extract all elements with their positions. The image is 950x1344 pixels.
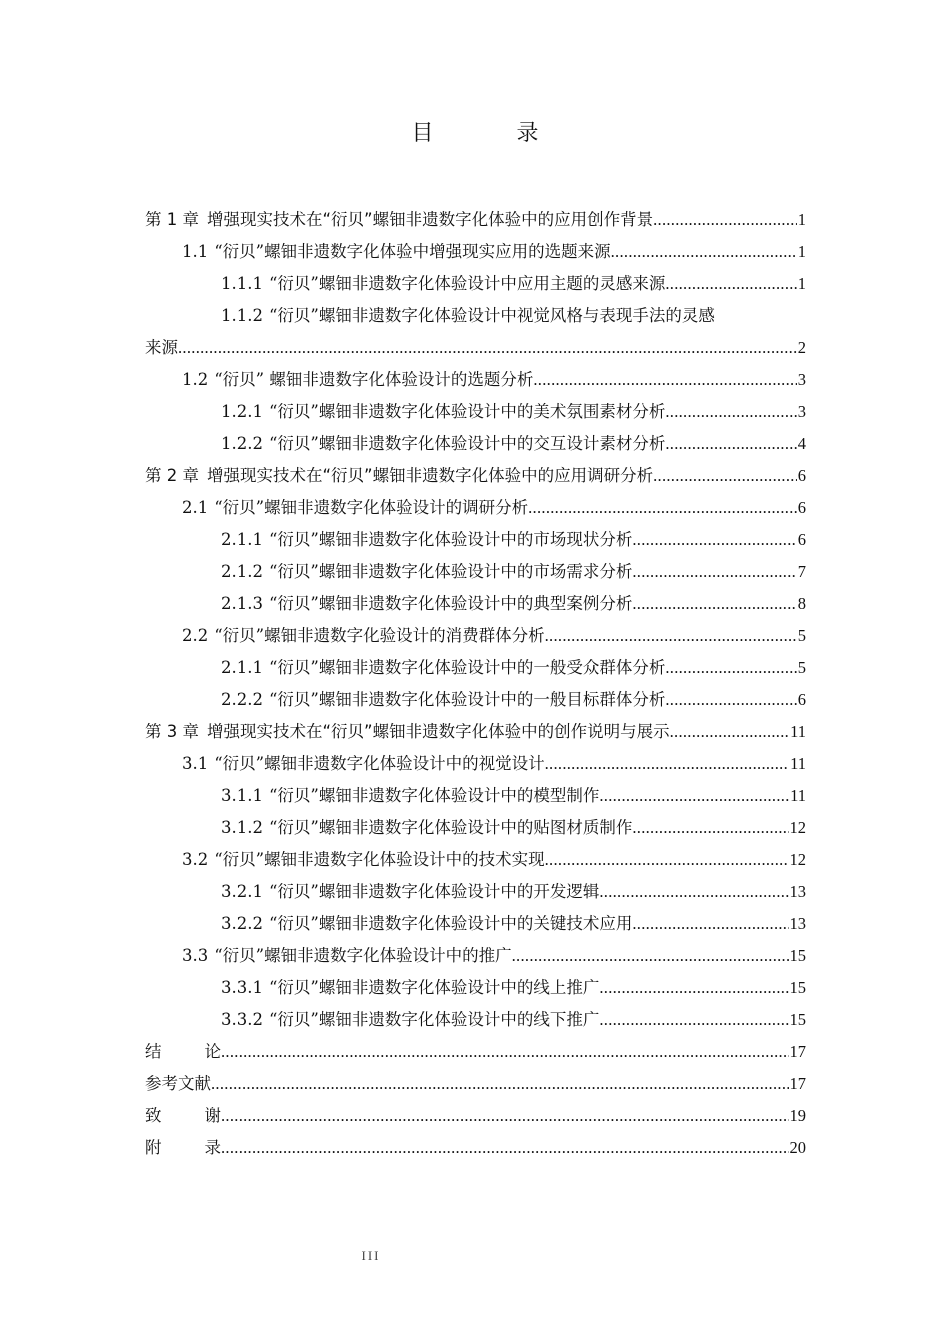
toc-entry-title: “衍贝”螺钿非遗数字化体验设计中的典型案例分析 xyxy=(268,594,633,613)
toc-entry-title: “衍贝”螺钿非遗数字化体验设计中的关键技术应用 xyxy=(268,914,633,933)
dot-leader xyxy=(545,844,789,876)
toc-entry-title: “衍贝”螺钿非遗数字化体验设计中的一般目标群体分析 xyxy=(268,690,666,709)
toc-entry-page: 11 xyxy=(790,786,806,805)
toc-entry-title xyxy=(145,1036,221,1068)
dot-leader xyxy=(533,364,796,396)
toc-entry-chapter[interactable] xyxy=(145,460,806,492)
toc-entry-title: “衍贝”螺钿非遗数字化体验设计中的市场现状分析 xyxy=(268,530,633,549)
dot-leader xyxy=(632,524,796,556)
toc-entry-number: 1.1.2 xyxy=(221,306,263,325)
toc-entry-page: 1 xyxy=(797,210,806,229)
toc-entry-title: “衍贝”螺钿非遗数字化体验设计中的市场需求分析 xyxy=(268,562,633,581)
toc-entry-page: 11 xyxy=(790,722,806,741)
toc-entry-l3[interactable] xyxy=(145,812,806,844)
toc-entry-title: “衍贝”螺钿非遗数字化体验设计中的推广 xyxy=(214,946,512,965)
dot-leader xyxy=(178,332,797,364)
dot-leader xyxy=(653,460,797,492)
dot-leader xyxy=(528,492,797,524)
toc-entry-page: 7 xyxy=(797,562,806,581)
title-char: 谢 xyxy=(204,1106,221,1125)
dot-leader xyxy=(665,396,796,428)
toc-entry-number: 1.2 xyxy=(182,370,209,389)
toc-entry-chapter[interactable] xyxy=(145,204,806,236)
toc-entry-page: 19 xyxy=(789,1106,806,1125)
toc-entry-title: “衍贝”螺钿非遗数字化体验设计中的线下推广 xyxy=(268,1010,600,1029)
toc-entry-number: 3.3 xyxy=(182,946,209,965)
toc-entry-title: “衍贝”螺钿非遗数字化体验中增强现实应用的选题来源 xyxy=(214,242,611,261)
toc-back-matter-entry[interactable] xyxy=(145,1068,806,1100)
toc-entry-title xyxy=(145,1132,221,1164)
toc-entry-l3[interactable] xyxy=(145,780,806,812)
toc-entry-page: 17 xyxy=(789,1074,806,1093)
dot-leader xyxy=(599,972,788,1004)
toc-entry-l3[interactable] xyxy=(145,876,806,908)
toc-entry-l3[interactable] xyxy=(145,556,806,588)
dot-leader xyxy=(632,908,788,940)
toc-entry-title: 增强现实技术在“衍贝”螺钿非遗数字化体验中的应用调研分析 xyxy=(207,466,654,485)
toc-entry-title: “衍贝”螺钿非遗数字化体验设计中的视觉设计 xyxy=(214,754,545,773)
toc-entry-title: “衍贝”螺钿非遗数字化体验设计中视觉风格与表现手法的灵感 xyxy=(268,306,715,325)
dot-leader xyxy=(670,716,790,748)
dot-leader xyxy=(665,684,796,716)
toc-entry-page: 17 xyxy=(789,1042,806,1061)
toc-entry-page: 6 xyxy=(797,466,806,485)
toc-entry-page: 20 xyxy=(789,1138,806,1157)
toc-entry-title: “衍贝”螺钿非遗数字化体验设计的调研分析 xyxy=(214,498,529,517)
toc-entry-page: 8 xyxy=(797,594,806,613)
toc-entry-page: 1 xyxy=(797,274,806,293)
toc-entry-title xyxy=(145,1100,221,1132)
toc-entry-title: “衍贝” 螺钿非遗数字化体验设计的选题分析 xyxy=(214,370,534,389)
toc-entry-number: 第 3 章 xyxy=(145,722,199,741)
toc-entry-title: 参考文献 xyxy=(145,1074,211,1093)
toc-back-matter-entry[interactable] xyxy=(145,1100,806,1132)
toc-entry-page: 12 xyxy=(789,850,806,869)
title-char: 致 xyxy=(145,1106,162,1125)
toc-entry-l2[interactable] xyxy=(145,620,806,652)
toc-entry-page: 15 xyxy=(789,978,806,997)
table-of-contents xyxy=(145,204,806,1164)
toc-entry-number: 2.1.1 xyxy=(221,658,263,677)
toc-entry-title-continued: 来源 xyxy=(145,338,178,357)
toc-entry-page: 6 xyxy=(797,530,806,549)
toc-entry-number: 2.1 xyxy=(182,498,209,517)
dot-leader xyxy=(211,1068,789,1100)
toc-entry-l2[interactable] xyxy=(145,844,806,876)
title-char: 论 xyxy=(204,1042,221,1061)
toc-entry-page: 11 xyxy=(790,754,806,773)
toc-entry-page: 3 xyxy=(797,402,806,421)
dot-leader xyxy=(611,236,797,268)
toc-entry-l2[interactable] xyxy=(145,364,806,396)
toc-entry-page: 15 xyxy=(789,1010,806,1029)
toc-entry-number: 3.1.2 xyxy=(221,818,263,837)
toc-title: 目 录 xyxy=(411,121,577,146)
toc-entry-page: 12 xyxy=(789,818,806,837)
toc-entry-l2[interactable] xyxy=(145,748,806,780)
toc-entry-page: 2 xyxy=(797,338,806,357)
toc-entry-l3[interactable] xyxy=(145,1004,806,1036)
dot-leader xyxy=(632,812,788,844)
toc-entry-number: 2.1.2 xyxy=(221,562,263,581)
toc-entry-number: 3.1.1 xyxy=(221,786,263,805)
dot-leader xyxy=(665,428,796,460)
toc-entry-l3[interactable] xyxy=(145,908,806,940)
toc-entry-number: 1.2.1 xyxy=(221,402,263,421)
toc-entry-title: “衍贝”螺钿非遗数字化体验设计中的交互设计素材分析 xyxy=(268,434,666,453)
toc-entry-l3[interactable] xyxy=(145,396,806,428)
toc-entry-l3[interactable] xyxy=(145,428,806,460)
toc-entry-number: 3.2.1 xyxy=(221,882,263,901)
title-char: 录 xyxy=(204,1138,221,1157)
toc-entry-number: 1.2.2 xyxy=(221,434,263,453)
toc-entry-l3[interactable] xyxy=(145,268,806,300)
toc-entry-number: 3.3.1 xyxy=(221,978,263,997)
toc-entry-title: “衍贝”螺钿非遗数字化验设计的消费群体分析 xyxy=(214,626,545,645)
toc-entry-continuation xyxy=(145,332,806,364)
toc-entry-page: 1 xyxy=(797,242,806,261)
toc-entry-title: “衍贝”螺钿非遗数字化体验设计中的技术实现 xyxy=(214,850,545,869)
toc-entry-page: 4 xyxy=(797,434,806,453)
toc-entry-title: “衍贝”螺钿非遗数字化体验设计中应用主题的灵感来源 xyxy=(268,274,666,293)
toc-entry-page: 13 xyxy=(789,882,806,901)
toc-entry-chapter[interactable] xyxy=(145,716,806,748)
dot-leader xyxy=(632,556,796,588)
toc-entry-l2[interactable] xyxy=(145,940,806,972)
toc-entry-page: 3 xyxy=(797,370,806,389)
toc-entry-number: 3.3.2 xyxy=(221,1010,263,1029)
toc-entry-title: 增强现实技术在“衍贝”螺钿非遗数字化体验中的创作说明与展示 xyxy=(207,722,670,741)
toc-entry-l2[interactable] xyxy=(145,236,806,268)
toc-entry-l3[interactable] xyxy=(145,652,806,684)
toc-entry-number: 1.1.1 xyxy=(221,274,263,293)
toc-entry-page: 6 xyxy=(797,498,806,517)
toc-entry-l3[interactable] xyxy=(145,972,806,1004)
toc-entry-page: 5 xyxy=(797,658,806,677)
dot-leader xyxy=(599,780,789,812)
toc-back-matter-entry[interactable] xyxy=(145,1036,806,1068)
toc-entry-number: 3.2 xyxy=(182,850,209,869)
toc-entry-l2[interactable] xyxy=(145,492,806,524)
toc-entry-number: 2.2.2 xyxy=(221,690,263,709)
title-char: 附 xyxy=(145,1138,162,1157)
toc-entry-number: 第 1 章 xyxy=(145,210,199,229)
title-char: 结 xyxy=(145,1042,162,1061)
toc-entry-page: 15 xyxy=(789,946,806,965)
dot-leader xyxy=(599,1004,788,1036)
dot-leader xyxy=(545,620,797,652)
dot-leader xyxy=(653,204,797,236)
toc-entry-number: 3.2.2 xyxy=(221,914,263,933)
dot-leader xyxy=(599,876,788,908)
dot-leader xyxy=(221,1036,789,1068)
dot-leader xyxy=(512,940,789,972)
dot-leader xyxy=(221,1132,789,1164)
dot-leader xyxy=(221,1100,789,1132)
dot-leader xyxy=(665,652,796,684)
toc-entry-title: “衍贝”螺钿非遗数字化体验设计中的美术氛围素材分析 xyxy=(268,402,666,421)
toc-entry-number: 2.2 xyxy=(182,626,209,645)
toc-entry-number: 3.1 xyxy=(182,754,209,773)
toc-entry-title: “衍贝”螺钿非遗数字化体验设计中的贴图材质制作 xyxy=(268,818,633,837)
toc-entry-title: “衍贝”螺钿非遗数字化体验设计中的开发逻辑 xyxy=(268,882,600,901)
toc-entry-title: “衍贝”螺钿非遗数字化体验设计中的一般受众群体分析 xyxy=(268,658,666,677)
toc-entry-l3[interactable] xyxy=(145,524,806,556)
dot-leader xyxy=(632,588,796,620)
toc-entry-title: “衍贝”螺钿非遗数字化体验设计中的线上推广 xyxy=(268,978,600,997)
toc-entry-number: 2.1.1 xyxy=(221,530,263,549)
toc-entry-page: 5 xyxy=(797,626,806,645)
dot-leader xyxy=(545,748,789,780)
toc-entry-l3[interactable] xyxy=(145,684,806,716)
toc-entry-page: 13 xyxy=(789,914,806,933)
toc-entry-l3[interactable] xyxy=(145,588,806,620)
toc-entry-title: 增强现实技术在“衍贝”螺钿非遗数字化体验中的应用创作背景 xyxy=(207,210,654,229)
toc-entry-title: “衍贝”螺钿非遗数字化体验设计中的模型制作 xyxy=(268,786,600,805)
dot-leader xyxy=(665,268,796,300)
toc-entry-number: 1.1 xyxy=(182,242,209,261)
page-number-folio: III xyxy=(361,1248,381,1263)
toc-entry-number: 第 2 章 xyxy=(145,466,199,485)
toc-entry-number: 2.1.3 xyxy=(221,594,263,613)
toc-back-matter-entry[interactable] xyxy=(145,1132,806,1164)
toc-entry-page: 6 xyxy=(797,690,806,709)
toc-entry-l3[interactable] xyxy=(145,300,806,332)
